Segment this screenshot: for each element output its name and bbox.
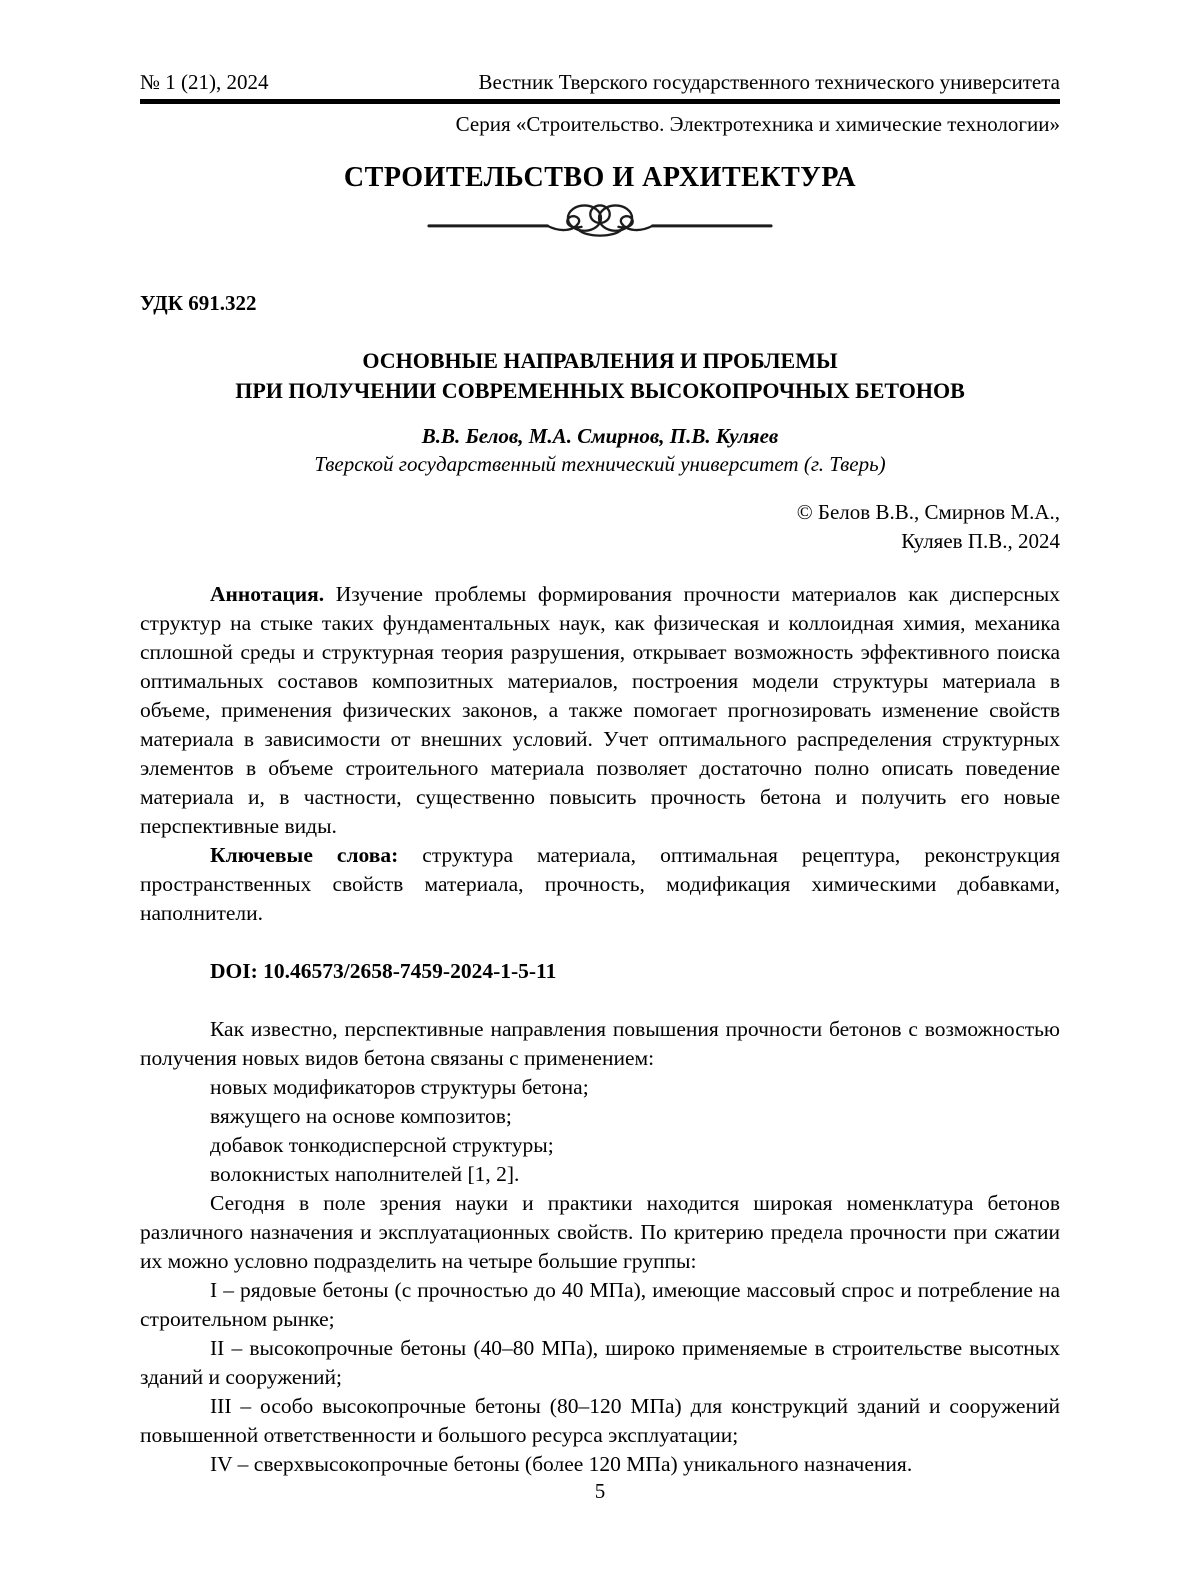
series-title: Серия «Строительство. Электротехника и химические технологии»	[455, 112, 1060, 136]
intro-paragraph: Как известно, перспективные направления повышения прочности бетонов с возможностью получения новых видов бетона связаны с применением:	[140, 1017, 1060, 1070]
list-item: вяжущего на основе композитов;	[210, 1104, 512, 1128]
keywords-text: структура материала, оптимальная рецептура, реконструкция пространственных свойств материала, прочность, модификация химическими добавками, наполнители.	[140, 843, 1060, 925]
article-body	[140, 580, 1060, 1479]
article-title-line2: ПРИ ПОЛУЧЕНИИ СОВРЕМЕННЫХ ВЫСОКОПРОЧНЫХ БЕТОНОВ	[235, 378, 965, 403]
journal-title: Вестник Тверского государственного технического университета	[478, 70, 1060, 94]
issue-number: № 1 (21), 2024	[140, 70, 269, 94]
keywords-paragraph	[140, 841, 1060, 928]
copyright-line1: © Белов В.В., Смирнов М.А.,	[796, 500, 1060, 524]
flourish-divider-icon	[140, 200, 1060, 249]
authors: В.В. Белов, М.А. Смирнов, П.В. Куляев	[421, 424, 779, 448]
group-paragraph: III – особо высокопрочные бетоны (80–120 МПа) для конструкций зданий и сооружений повышенной ответственности и большого ресурса эксплуатации;	[140, 1394, 1060, 1447]
copyright-notice	[140, 498, 1060, 556]
keywords-label: Ключевые слова:	[210, 843, 399, 867]
group-paragraph: II – высокопрочные бетоны (40–80 МПа), широко применяемые в строительстве высотных зданий и сооружений;	[140, 1336, 1060, 1389]
abstract-paragraph	[140, 580, 1060, 841]
nomenclature-paragraph: Сегодня в поле зрения науки и практики находится широкая номенклатура бетонов различного назначения и эксплуатационных свойств. По критерию предела прочности при сжатии их можно условно подразделить на четыре большие группы:	[140, 1191, 1060, 1273]
article-title	[140, 346, 1060, 406]
section-title: СТРОИТЕЛЬСТВО И АРХИТЕКТУРА	[343, 162, 857, 193]
page-number: 5	[594, 1479, 606, 1503]
copyright-line2: Куляев П.В., 2024	[901, 529, 1060, 553]
affiliation: Тверской государственный технический университет (г. Тверь)	[314, 452, 886, 476]
list-item: новых модификаторов структуры бетона;	[210, 1075, 589, 1099]
udc-code: УДК 691.322	[140, 291, 257, 315]
abstract-label: Аннотация.	[210, 582, 325, 606]
doi: DOI: 10.46573/2658-7459-2024-1-5-11	[210, 959, 557, 983]
list-item: добавок тонкодисперсной структуры;	[210, 1133, 554, 1157]
article-title-line1: ОСНОВНЫЕ НАПРАВЛЕНИЯ И ПРОБЛЕМЫ	[362, 348, 838, 373]
abstract-text: Изучение проблемы формирования прочности материалов как дисперсных структур на стыке таких фундаментальных наук, как физическая и коллоидная химия, механика сплошной среды и структурная теория разрушения, открывает возможность эффективного поиска оптимальных составов композитных материалов, построения модели структуры материала в объеме, применения физических законов, а также помогает прогнозировать изменение свойств материала в зависимости от внешних условий. Учет оптимального распределения структурных элементов в объеме строительного материала позволяет достаточно полно описать поведение материала и, в частности, существенно повысить прочность бетона и получить его новые перспективные виды.	[140, 582, 1060, 838]
group-paragraph: I – рядовые бетоны (с прочностью до 40 МПа), имеющие массовый спрос и потребление на строительном рынке;	[140, 1278, 1060, 1331]
list-item: волокнистых наполнителей [1, 2].	[210, 1162, 520, 1186]
group-paragraph: IV – сверхвысокопрочные бетоны (более 120 МПа) уникального назначения.	[210, 1452, 913, 1476]
running-head	[140, 70, 1060, 104]
